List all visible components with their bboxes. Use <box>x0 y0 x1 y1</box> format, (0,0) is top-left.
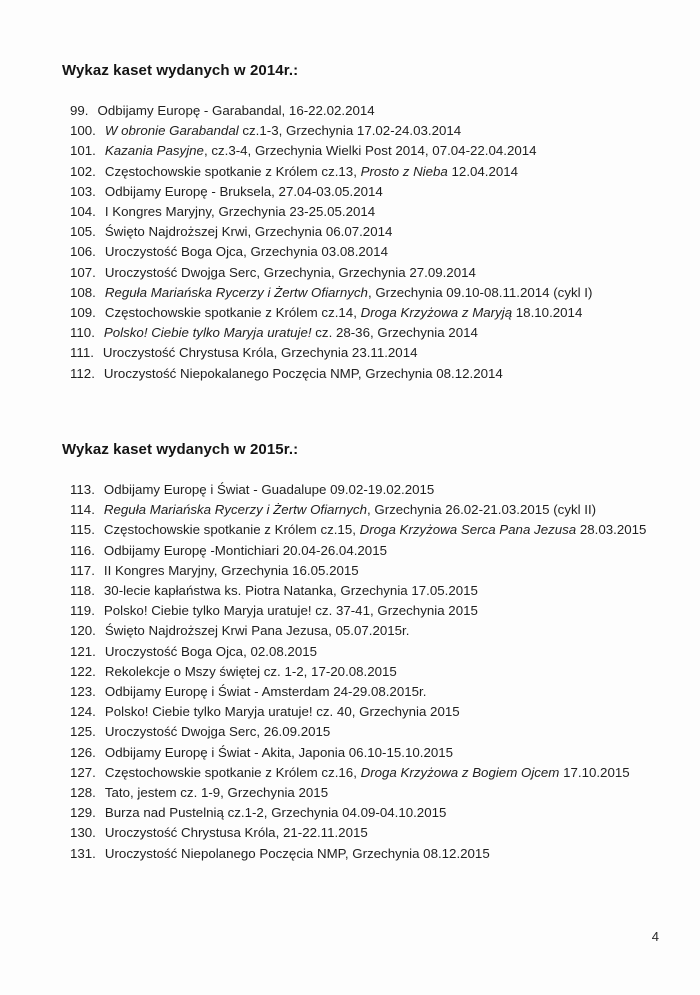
list-item <box>70 263 680 283</box>
item-text-segment: Częstochowskie spotkanie z Królem cz.13, <box>104 163 361 179</box>
item-text-segment: cz.1-3, Grzechynia 17.02-24.03.2014 <box>238 123 462 139</box>
item-text-segment: 18.10.2014 <box>512 305 583 321</box>
item-number: 107. <box>70 264 96 280</box>
item-number: 99. <box>70 103 89 118</box>
list-item <box>70 803 680 823</box>
item-text-segment: Częstochowskie spotkanie z Królem cz.14, <box>104 305 361 321</box>
item-text-segment: Uroczystość Chrystusa Króla, 21-22.11.2015 <box>104 825 368 841</box>
list-item <box>70 202 680 222</box>
item-number: 117. <box>70 562 95 578</box>
item-text <box>105 724 330 739</box>
item-text <box>105 704 460 719</box>
item-number: 115. <box>70 522 95 538</box>
list-item <box>70 141 680 161</box>
section-heading: Wykaz kaset wydanych w 2015r.: <box>62 441 299 458</box>
item-text <box>105 805 447 820</box>
item-number: 108. <box>70 284 96 300</box>
list-item <box>70 222 680 242</box>
item-text <box>105 825 368 840</box>
item-title-italic: Polsko! Ciebie tylko Maryja uratuje! <box>103 325 312 341</box>
item-text <box>105 244 388 259</box>
item-number: 112. <box>70 365 95 381</box>
list-item <box>70 364 680 384</box>
list-item <box>70 823 680 843</box>
list-item <box>70 162 680 182</box>
item-number: 125. <box>70 724 96 740</box>
list-item <box>70 520 680 540</box>
item-text-segment: 30-lecie kapłaństwa ks. Piotra Natanka, Grzechynia 17.05.2015 <box>103 583 478 599</box>
list-item <box>70 763 680 783</box>
item-text <box>105 846 490 861</box>
item-text-segment: Częstochowskie spotkanie z Królem cz.16, <box>104 764 361 780</box>
item-number: 116. <box>70 542 95 558</box>
item-text-segment: , cz.3-4, Grzechynia Wielki Post 2014, 07.04-22.04.2014 <box>203 143 537 159</box>
item-text <box>105 265 476 280</box>
item-number: 100. <box>70 123 96 139</box>
item-text-segment: Uroczystość Chrystusa Króla, Grzechynia 23.11.2014 <box>102 345 418 361</box>
cassette-list <box>62 480 680 864</box>
item-number: 120. <box>70 623 96 639</box>
item-title-italic: Droga Krzyżowa Serca Pana Jezusa <box>359 522 577 538</box>
item-text-segment: Święto Najdroższej Krwi Pana Jezusa, 05.07.2015r. <box>104 623 410 639</box>
item-text-segment: , Grzechynia 26.02-21.03.2015 (cykl II) <box>366 502 597 518</box>
list-item <box>70 642 680 662</box>
item-text <box>104 522 647 537</box>
list-item <box>70 500 680 520</box>
list-item <box>70 283 680 303</box>
item-text-segment: Uroczystość Boga Ojca, Grzechynia 03.08.2014 <box>104 244 388 260</box>
item-title-italic: Prosto z Nieba <box>360 163 448 179</box>
item-number: 102. <box>70 163 96 179</box>
list-item <box>70 601 680 621</box>
item-number: 113. <box>70 482 95 497</box>
list-item <box>70 702 680 722</box>
item-text <box>105 123 461 138</box>
item-text-segment: , Grzechynia 09.10-08.11.2014 (cykl I) <box>367 284 593 300</box>
item-text <box>105 765 630 780</box>
item-title-italic: Droga Krzyżowa z Bogiem Ojcem <box>360 764 560 780</box>
item-number: 130. <box>70 825 96 841</box>
item-text <box>104 366 503 381</box>
item-text <box>104 325 478 340</box>
item-text-segment: Odbijamy Europę i Świat - Amsterdam 24-29.08.2015r. <box>104 684 427 700</box>
item-text-segment: Uroczystość Niepokalanego Poczęcia NMP, Grzechynia 08.12.2014 <box>103 365 503 381</box>
list-item <box>70 783 680 803</box>
item-text-segment: 17.10.2015 <box>559 764 630 780</box>
list-item <box>70 480 680 500</box>
item-text <box>103 345 418 360</box>
item-text-segment: Burza nad Pustelnią cz.1-2, Grzechynia 04.09-04.10.2015 <box>104 805 447 821</box>
list-item <box>70 581 680 601</box>
item-text <box>105 623 410 638</box>
list-item <box>70 844 680 864</box>
cassette-list-section-1 <box>62 440 680 864</box>
item-text <box>105 644 317 659</box>
item-text <box>98 103 375 118</box>
item-text <box>105 204 375 219</box>
item-number: 111. <box>70 345 94 361</box>
item-number: 110. <box>70 325 95 341</box>
item-text <box>105 785 328 800</box>
item-text <box>105 664 397 679</box>
item-number: 119. <box>70 603 95 619</box>
item-text-segment: I Kongres Maryjny, Grzechynia 23-25.05.2014 <box>104 204 376 220</box>
item-text-segment: Polsko! Ciebie tylko Maryja uratuje! cz. 40, Grzechynia 2015 <box>104 704 460 720</box>
item-text <box>105 143 537 158</box>
list-item <box>70 343 680 363</box>
item-text-segment: Częstochowskie spotkanie z Królem cz.15, <box>103 522 360 538</box>
item-number: 118. <box>70 583 95 599</box>
item-text <box>104 603 478 618</box>
item-text-segment: Odbijamy Europę -Montichiari 20.04-26.04.2015 <box>103 542 387 558</box>
item-text <box>104 502 596 517</box>
item-text-segment: cz. 28-36, Grzechynia 2014 <box>311 325 478 341</box>
list-item <box>70 242 680 262</box>
item-title-italic: Reguła Mariańska Rycerzy i Żertw Ofiarnych <box>103 502 367 518</box>
item-text-segment: 12.04.2014 <box>447 163 519 179</box>
page-number: 4 <box>651 929 659 944</box>
item-text-segment: Uroczystość Niepolanego Poczęcia NMP, Grzechynia 08.12.2015 <box>104 845 490 861</box>
item-number: 103. <box>70 183 96 199</box>
list-item <box>70 561 680 581</box>
section-heading: Wykaz kaset wydanych w 2014r.: <box>62 62 299 79</box>
list-item <box>70 101 680 121</box>
item-text-segment: Odbijamy Europę i Świat - Akita, Japonia 06.10-15.10.2015 <box>104 744 454 760</box>
item-number: 123. <box>70 684 96 700</box>
item-text-segment: 28.03.2015 <box>576 522 647 538</box>
list-item <box>70 662 680 682</box>
list-item <box>70 303 680 323</box>
item-number: 128. <box>70 785 96 801</box>
item-text <box>105 184 383 199</box>
item-number: 127. <box>70 764 96 780</box>
item-number: 104. <box>70 204 96 220</box>
list-item <box>70 182 680 202</box>
list-item <box>70 121 680 141</box>
item-text-segment: Odbijamy Europę i Świat - Guadalupe 09.02-19.02.2015 <box>103 482 435 497</box>
item-text <box>105 285 593 300</box>
item-number: 129. <box>70 805 96 821</box>
item-text <box>104 563 359 578</box>
item-number: 122. <box>70 663 96 679</box>
item-text <box>104 583 478 598</box>
cassette-list <box>62 101 680 384</box>
item-number: 106. <box>70 244 96 260</box>
item-text-segment: Polsko! Ciebie tylko Maryja uratuje! cz. 37-41, Grzechynia 2015 <box>103 603 478 619</box>
item-number: 131. <box>70 845 96 861</box>
item-text <box>105 745 453 760</box>
cassette-list-section-0 <box>62 61 680 384</box>
list-item <box>70 621 680 641</box>
item-text <box>104 543 387 558</box>
item-number: 105. <box>70 224 96 240</box>
item-number: 109. <box>70 305 96 321</box>
item-text-segment: Święto Najdroższej Krwi, Grzechynia 06.07.2014 <box>104 224 393 240</box>
item-text-segment: Tato, jestem cz. 1-9, Grzechynia 2015 <box>104 785 329 801</box>
item-text-segment: II Kongres Maryjny, Grzechynia 16.05.2015 <box>103 562 359 578</box>
list-item <box>70 682 680 702</box>
list-item <box>70 722 680 742</box>
item-title-italic: Kazania Pasyjne <box>104 143 204 159</box>
item-title-italic: W obronie Garabandal <box>104 123 239 139</box>
item-text-segment: Odbijamy Europę - Garabandal, 16-22.02.2014 <box>97 103 375 118</box>
item-text-segment: Uroczystość Boga Ojca, 02.08.2015 <box>104 643 318 659</box>
item-text <box>105 164 518 179</box>
list-item <box>70 323 680 343</box>
item-title-italic: Droga Krzyżowa z Maryją <box>360 305 513 321</box>
item-text-segment: Rekolekcje o Mszy świętej cz. 1-2, 17-20.08.2015 <box>104 663 397 679</box>
item-text <box>105 305 582 320</box>
item-number: 126. <box>70 744 96 760</box>
list-item <box>70 743 680 763</box>
item-text-segment: Odbijamy Europę - Bruksela, 27.04-03.05.2014 <box>104 183 383 199</box>
item-number: 121. <box>70 643 96 659</box>
item-title-italic: Reguła Mariańska Rycerzy i Żertw Ofiarnych <box>104 284 368 300</box>
list-item <box>70 541 680 561</box>
item-text-segment: Uroczystość Dwojga Serc, 26.09.2015 <box>104 724 331 740</box>
item-text <box>105 224 393 239</box>
item-number: 124. <box>70 704 96 720</box>
item-number: 101. <box>70 143 96 159</box>
item-text <box>105 684 427 699</box>
item-number: 114. <box>70 502 95 518</box>
item-text <box>104 482 434 497</box>
item-text-segment: Uroczystość Dwojga Serc, Grzechynia, Grzechynia 27.09.2014 <box>104 264 476 280</box>
